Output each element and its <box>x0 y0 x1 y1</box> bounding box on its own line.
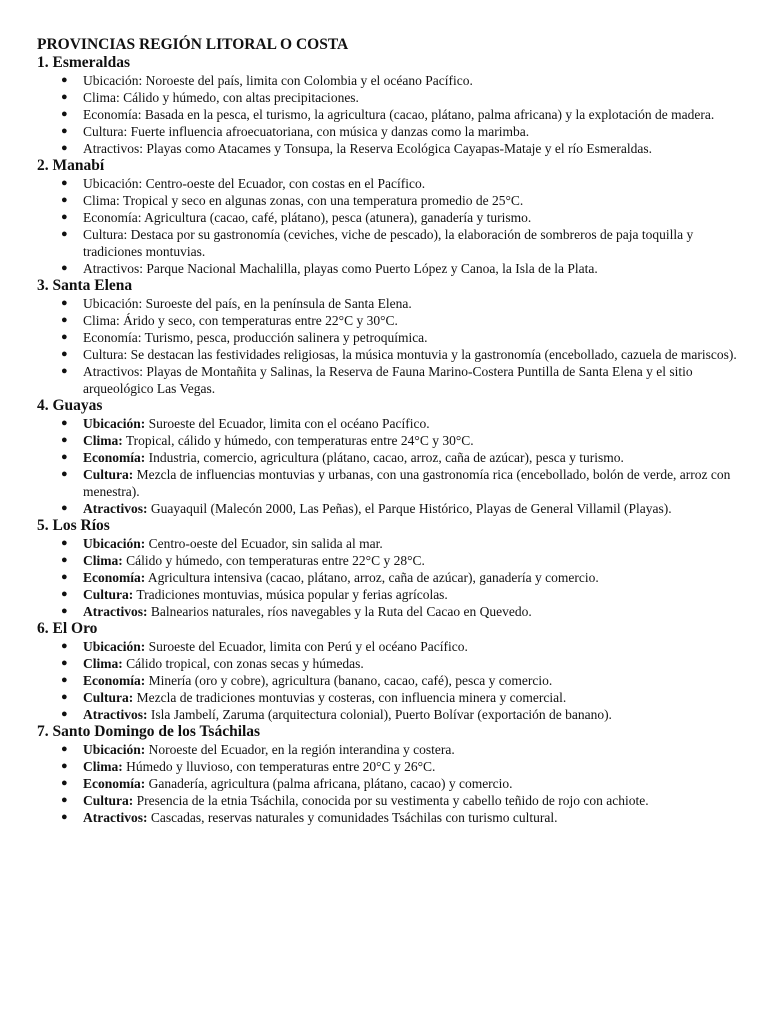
bullet-icon: ● <box>61 605 68 617</box>
list-item <box>61 175 741 192</box>
item-text: Industria, comercio, agricultura (plátano, cacao, arroz, caña de azúcar), pesca y turismo. <box>145 450 624 465</box>
item-label: Cultura: <box>83 347 128 362</box>
list-item <box>61 500 741 517</box>
item-label: Ubicación: <box>83 536 146 551</box>
bullet-icon: ● <box>61 588 68 600</box>
item-label: Economía: <box>83 210 142 225</box>
bullet-icon: ● <box>61 91 68 103</box>
list-item <box>61 809 741 826</box>
bullet-icon: ● <box>61 314 68 326</box>
item-text: Minería (oro y cobre), agricultura (banano, cacao, café), pesca y comercio. <box>145 673 553 688</box>
list-item <box>61 466 741 500</box>
item-text: Parque Nacional Machalilla, playas como Puerto López y Canoa, la Isla de la Plata. <box>143 261 598 276</box>
item-label: Ubicación: <box>83 639 146 654</box>
list-item <box>61 535 741 552</box>
bullet-icon: ● <box>61 502 68 514</box>
section-heading: 5. Los Ríos <box>37 517 110 534</box>
item-label: Ubicación: <box>83 296 143 311</box>
item-label: Clima: <box>83 553 123 568</box>
item-text: Cálido y húmedo, con altas precipitaciones. <box>119 90 359 105</box>
section-item-list <box>37 535 741 620</box>
item-text: Suroeste del Ecuador, limita con Perú y el océano Pacífico. <box>145 639 468 654</box>
item-label: Cultura: <box>83 793 134 808</box>
item-label: Atractivos: <box>83 604 148 619</box>
item-text: Guayaquil (Malecón 2000, Las Peñas), el Parque Histórico, Playas de General Villamil (Playas). <box>147 501 672 516</box>
list-item <box>61 295 741 312</box>
list-item <box>61 363 741 397</box>
section-item-list <box>37 295 741 397</box>
bullet-icon: ● <box>61 211 68 223</box>
section-item-list <box>37 175 741 277</box>
list-item <box>61 72 741 89</box>
item-text: Mezcla de influencias montuvias y urbanas, con una gastronomía rica (encebollado, bolón de verde, arroz con menestra). <box>83 467 731 499</box>
item-text: Isla Jambelí, Zaruma (arquitectura colonial), Puerto Bolívar (exportación de banano). <box>147 707 612 722</box>
bullet-icon: ● <box>61 365 68 377</box>
list-item <box>61 260 741 277</box>
item-label: Atractivos: <box>83 810 148 825</box>
section-heading: 2. Manabí <box>37 157 105 174</box>
bullet-icon: ● <box>61 177 68 189</box>
bullet-icon: ● <box>61 811 68 823</box>
bullet-icon: ● <box>61 640 68 652</box>
item-text: Cálido tropical, con zonas secas y húmedas. <box>122 656 364 671</box>
bullet-icon: ● <box>61 434 68 446</box>
bullet-icon: ● <box>61 657 68 669</box>
item-text: Suroeste del Ecuador, limita con el océano Pacífico. <box>145 416 430 431</box>
bullet-icon: ● <box>61 74 68 86</box>
bullet-icon: ● <box>61 794 68 806</box>
item-text: Playas como Atacames y Tonsupa, la Reserva Ecológica Cayapas-Mataje y el río Esmeraldas. <box>143 141 653 156</box>
bullet-icon: ● <box>61 331 68 343</box>
item-text: Suroeste del país, en la península de Santa Elena. <box>142 296 412 311</box>
item-text: Húmedo y lluvioso, con temperaturas entre 20°C y 26°C. <box>122 759 436 774</box>
item-text: Agricultura (cacao, café, plátano), pesca (atunera), ganadería y turismo. <box>141 210 532 225</box>
item-text: Playas de Montañita y Salinas, la Reserva de Fauna Marino-Costera Puntilla de Santa Elena y el sitio arqueológico Las Vegas. <box>83 364 693 396</box>
item-label: Cultura: <box>83 467 134 482</box>
list-item <box>61 586 741 603</box>
item-label: Clima: <box>83 433 123 448</box>
item-label: Ubicación: <box>83 176 143 191</box>
bullet-icon: ● <box>61 348 68 360</box>
bullet-icon: ● <box>61 142 68 154</box>
item-label: Atractivos: <box>83 141 143 156</box>
section-item-list <box>37 72 741 157</box>
item-label: Economía: <box>83 107 142 122</box>
item-label: Ubicación: <box>83 742 146 757</box>
bullet-icon: ● <box>61 691 68 703</box>
item-label: Atractivos: <box>83 707 148 722</box>
section-item-list <box>37 741 741 826</box>
item-label: Ubicación: <box>83 416 146 431</box>
bullet-icon: ● <box>61 125 68 137</box>
item-text: Balnearios naturales, ríos navegables y la Ruta del Cacao en Quevedo. <box>147 604 532 619</box>
list-item <box>61 603 741 620</box>
bullet-icon: ● <box>61 537 68 549</box>
bullet-icon: ● <box>61 571 68 583</box>
list-item <box>61 689 741 706</box>
item-text: Tropical y seco en algunas zonas, con una temperatura promedio de 25°C. <box>119 193 524 208</box>
list-item <box>61 758 741 775</box>
item-text: Tradiciones montuvias, música popular y ferias agrícolas. <box>133 587 448 602</box>
list-item <box>61 655 741 672</box>
item-label: Clima: <box>83 90 120 105</box>
bullet-icon: ● <box>61 194 68 206</box>
bullet-icon: ● <box>61 451 68 463</box>
bullet-icon: ● <box>61 468 68 480</box>
list-item <box>61 226 741 260</box>
bullet-icon: ● <box>61 417 68 429</box>
item-label: Economía: <box>83 570 146 585</box>
item-label: Economía: <box>83 673 146 688</box>
bullet-icon: ● <box>61 674 68 686</box>
item-label: Cultura: <box>83 587 134 602</box>
list-item <box>61 192 741 209</box>
item-text: Se destacan las festividades religiosas, la música montuvia y la gastronomía (encebollado, cazuela de mariscos). <box>127 347 737 362</box>
item-label: Atractivos: <box>83 364 143 379</box>
list-item <box>61 415 741 432</box>
section-heading: 6. El Oro <box>37 620 98 637</box>
section-heading: 7. Santo Domingo de los Tsáchilas <box>37 723 261 740</box>
bullet-icon: ● <box>61 554 68 566</box>
item-label: Economía: <box>83 450 146 465</box>
list-item <box>61 432 741 449</box>
item-label: Clima: <box>83 193 120 208</box>
document-title: PROVINCIAS REGIÓN LITORAL O COSTA <box>37 36 349 53</box>
item-label: Clima: <box>83 656 123 671</box>
item-label: Cultura: <box>83 227 128 242</box>
list-item <box>61 89 741 106</box>
item-text: Basada en la pesca, el turismo, la agricultura (cacao, plátano, palma africana) y la explotación de madera. <box>141 107 715 122</box>
item-text: Cálido y húmedo, con temperaturas entre 22°C y 28°C. <box>122 553 425 568</box>
item-label: Economía: <box>83 776 146 791</box>
item-text: Fuerte influencia afroecuatoriana, con música y danzas como la marimba. <box>127 124 530 139</box>
section-heading: 3. Santa Elena <box>37 277 133 294</box>
bullet-icon: ● <box>61 228 68 240</box>
section-heading: 1. Esmeraldas <box>37 54 130 71</box>
item-label: Cultura: <box>83 124 128 139</box>
bullet-icon: ● <box>61 108 68 120</box>
item-label: Clima: <box>83 759 123 774</box>
item-label: Clima: <box>83 313 120 328</box>
item-text: Cascadas, reservas naturales y comunidades Tsáchilas con turismo cultural. <box>147 810 558 825</box>
list-item <box>61 706 741 723</box>
item-text: Agricultura intensiva (cacao, plátano, arroz, caña de azúcar), ganadería y comercio. <box>145 570 599 585</box>
list-item <box>61 638 741 655</box>
item-text: Centro-oeste del Ecuador, con costas en el Pacífico. <box>142 176 426 191</box>
item-label: Cultura: <box>83 690 134 705</box>
bullet-icon: ● <box>61 760 68 772</box>
list-item <box>61 552 741 569</box>
bullet-icon: ● <box>61 262 68 274</box>
item-text: Árido y seco, con temperaturas entre 22°C y 30°C. <box>119 313 398 328</box>
item-label: Economía: <box>83 330 142 345</box>
list-item <box>61 775 741 792</box>
bullet-icon: ● <box>61 777 68 789</box>
list-item <box>61 312 741 329</box>
section-item-list <box>37 415 741 517</box>
item-label: Ubicación: <box>83 73 143 88</box>
sections-container <box>37 54 741 826</box>
item-text: Mezcla de tradiciones montuvias y costeras, con influencia minera y comercial. <box>133 690 567 705</box>
list-item <box>61 209 741 226</box>
list-item <box>61 569 741 586</box>
item-text: Ganadería, agricultura (palma africana, plátano, cacao) y comercio. <box>145 776 513 791</box>
item-text: Destaca por su gastronomía (ceviches, viche de pescado), la elaboración de sombreros de paja toquilla y tradiciones montuvias. <box>83 227 694 259</box>
list-item <box>61 792 741 809</box>
item-text: Noroeste del país, limita con Colombia y el océano Pacífico. <box>142 73 473 88</box>
section-item-list <box>37 638 741 723</box>
bullet-icon: ● <box>61 297 68 309</box>
item-text: Presencia de la etnia Tsáchila, conocida por su vestimenta y cabello teñido de rojo con achiote. <box>133 793 649 808</box>
section-heading: 4. Guayas <box>37 397 103 414</box>
item-text: Centro-oeste del Ecuador, sin salida al mar. <box>145 536 383 551</box>
list-item <box>61 741 741 758</box>
item-text: Noroeste del Ecuador, en la región interandina y costera. <box>145 742 455 757</box>
item-text: Turismo, pesca, producción salinera y petroquímica. <box>141 330 428 345</box>
list-item <box>61 329 741 346</box>
bullet-icon: ● <box>61 708 68 720</box>
list-item <box>61 106 741 123</box>
bullet-icon: ● <box>61 743 68 755</box>
item-label: Atractivos: <box>83 501 148 516</box>
list-item <box>61 123 741 140</box>
list-item <box>61 672 741 689</box>
list-item <box>61 140 741 157</box>
list-item <box>61 346 741 363</box>
item-label: Atractivos: <box>83 261 143 276</box>
list-item <box>61 449 741 466</box>
item-text: Tropical, cálido y húmedo, con temperaturas entre 24°C y 30°C. <box>122 433 474 448</box>
document-body <box>37 35 741 826</box>
